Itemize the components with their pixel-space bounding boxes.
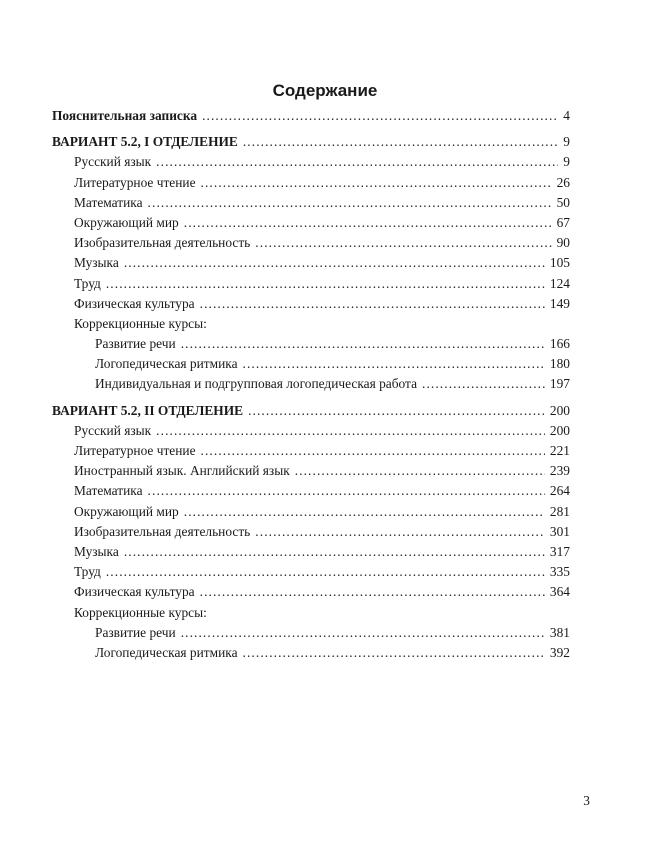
- toc-leader-dots: [148, 193, 552, 213]
- toc-subentry: [52, 374, 570, 394]
- toc-subentry: [52, 354, 570, 374]
- toc-entry-title: Математика: [74, 194, 143, 210]
- toc-entry-title: Окружающий мир: [74, 214, 179, 230]
- toc-leader-dots: [156, 152, 558, 172]
- toc-leader-dots: [295, 461, 545, 481]
- toc-subentry: [52, 334, 570, 354]
- toc-leader-dots: [106, 274, 545, 294]
- toc-entry-title: ВАРИАНТ 5.2, I ОТДЕЛЕНИЕ: [52, 134, 238, 150]
- toc-entry-title: Логопедическая ритмика: [95, 356, 238, 372]
- toc-page-number: 197: [549, 376, 570, 392]
- toc-entry-title: Развитие речи: [95, 624, 176, 640]
- toc-entry-title: Коррекционные курсы:: [74, 315, 207, 331]
- toc-leader-dots: [255, 233, 551, 253]
- toc-page-number: 26: [556, 174, 570, 190]
- toc-leader-dots: [184, 213, 552, 233]
- toc-entry: [52, 481, 570, 501]
- toc-page-number: 381: [549, 624, 570, 640]
- toc-leader-dots: [201, 441, 545, 461]
- toc-entry-title: Физическая культура: [74, 584, 195, 600]
- toc-leader-dots: [202, 106, 558, 126]
- toc-entry-title: Музыка: [74, 543, 119, 559]
- toc-entry-title: Логопедическая ритмика: [95, 644, 238, 660]
- toc-page-number: 149: [549, 295, 570, 311]
- toc-leader-dots: [422, 374, 545, 394]
- toc-page-number: 90: [556, 235, 570, 251]
- toc-leader-dots: [124, 542, 545, 562]
- toc-entry-title: Физическая культура: [74, 295, 195, 311]
- toc-entry-title: Труд: [74, 275, 101, 291]
- toc-leader-dots: [243, 354, 545, 374]
- toc-entry: [52, 294, 570, 314]
- toc-entry-title: Музыка: [74, 255, 119, 271]
- toc-leader-dots: [181, 334, 545, 354]
- toc-page-number: 221: [549, 443, 570, 458]
- toc-page-number: 50: [556, 194, 570, 210]
- toc-page-number: 317: [549, 543, 570, 559]
- toc-page-number: 180: [549, 356, 570, 372]
- toc-entry: [52, 421, 570, 441]
- toc-page-number: 67: [556, 214, 570, 230]
- toc-leader-dots: [243, 132, 558, 152]
- toc-entry: [52, 193, 570, 213]
- toc-entry-title: Пояснительная записка: [52, 108, 198, 123]
- toc-page-number: 301: [549, 523, 570, 539]
- table-of-contents: [52, 106, 570, 663]
- page-title: Содержание: [272, 81, 378, 100]
- toc-entry: [52, 441, 570, 461]
- toc-section-entry: [52, 106, 570, 126]
- toc-page-number: 239: [549, 463, 570, 479]
- toc-leader-dots: [243, 643, 545, 663]
- toc-entry-title: Труд: [74, 564, 101, 580]
- toc-entry: [52, 253, 570, 273]
- toc-page-number: 335: [549, 564, 570, 580]
- toc-leader-dots: [201, 173, 552, 193]
- toc-leader-dots: [184, 502, 545, 522]
- toc-page-number: 364: [549, 584, 570, 600]
- toc-leader-dots: [156, 421, 545, 441]
- toc-leader-dots: [200, 294, 545, 314]
- toc-entry: [52, 562, 570, 582]
- toc-page-number: 200: [549, 402, 570, 418]
- toc-leader-dots: [255, 522, 545, 542]
- toc-section-entry: [52, 132, 570, 152]
- toc-leader-dots: [148, 481, 545, 501]
- toc-section-entry: [52, 401, 570, 421]
- toc-entry-title: Развитие речи: [95, 336, 176, 352]
- toc-entry-title: ВАРИАНТ 5.2, II ОТДЕЛЕНИЕ: [52, 402, 244, 418]
- toc-page-number: 200: [549, 422, 570, 438]
- toc-entry-title: Изобразительная деятельность: [74, 235, 251, 251]
- toc-entry-title: Иностранный язык. Английский язык: [74, 463, 290, 479]
- toc-page-number: 9: [563, 134, 570, 150]
- toc-entry: [52, 274, 570, 294]
- toc-entry-title: Изобразительная деятельность: [74, 523, 251, 539]
- toc-entry: [52, 542, 570, 562]
- toc-entry: [52, 173, 570, 193]
- toc-leader-dots: [200, 582, 545, 602]
- toc-entry-title: Математика: [74, 483, 143, 499]
- toc-entry-title: Русский язык: [74, 422, 152, 438]
- toc-leader-dots: [106, 562, 545, 582]
- page-number: 3: [583, 793, 590, 808]
- toc-page-number: 124: [549, 275, 570, 291]
- toc-entry: [52, 233, 570, 253]
- toc-entry: [52, 461, 570, 481]
- toc-entry: [52, 152, 570, 172]
- toc-entry-title: Окружающий мир: [74, 503, 179, 519]
- toc-subentry: [52, 643, 570, 663]
- toc-page-number: 281: [549, 503, 570, 519]
- toc-page-number: 4: [563, 108, 570, 123]
- toc-entry-title: Литературное чтение: [74, 443, 196, 458]
- toc-subentry: [52, 623, 570, 643]
- toc-leader-dots: [248, 401, 545, 421]
- toc-entry-title: Индивидуальная и подгрупповая логопедическая работа: [95, 376, 418, 392]
- toc-leader-dots: [181, 623, 545, 643]
- toc-entry-title: Коррекционные курсы:: [74, 604, 207, 620]
- toc-entry-title: Литературное чтение: [74, 174, 196, 190]
- toc-page-number: 264: [549, 483, 570, 499]
- toc-entry: [52, 314, 570, 334]
- toc-entry: [52, 213, 570, 233]
- toc-entry-title: Русский язык: [74, 154, 152, 170]
- toc-page-number: 9: [563, 154, 570, 170]
- toc-page-number: 166: [549, 336, 570, 352]
- toc-page-number: 392: [549, 644, 570, 660]
- toc-leader-dots: [124, 253, 545, 273]
- toc-entry: [52, 582, 570, 602]
- toc-page-number: 105: [549, 255, 570, 271]
- toc-entry: [52, 502, 570, 522]
- toc-entry: [52, 522, 570, 542]
- toc-entry: [52, 603, 570, 623]
